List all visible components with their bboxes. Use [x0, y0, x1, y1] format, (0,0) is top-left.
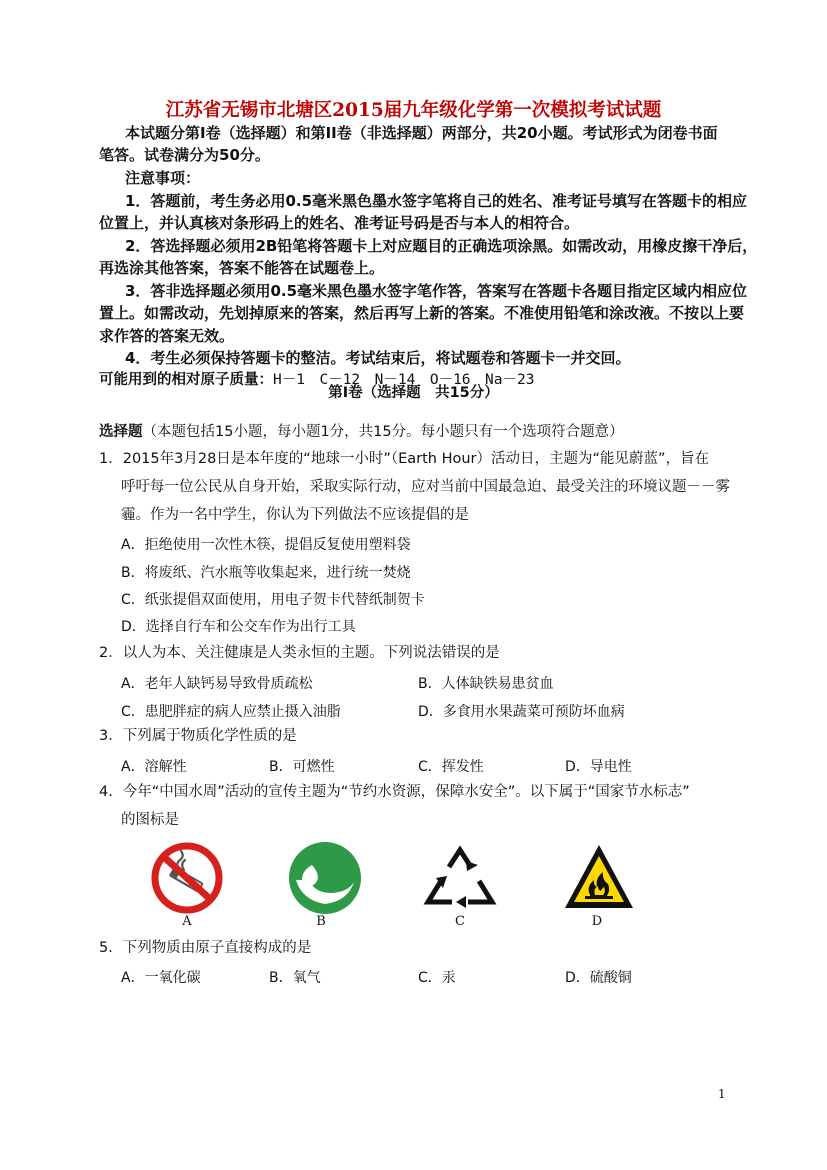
note-2a: 2．答选择题必须用2B铅笔将答题卡上对应题目的正确选项涂黑。如需改动，用橡皮擦干净后，: [125, 237, 758, 255]
q4-stem-1: 4．今年“中国水周”活动的宣传主题为“节约水资源，保障水安全”。以下属于“国家节水标志”: [99, 784, 690, 800]
note-1b: 位置上，并认真核对条形码上的姓名、准考证号码是否与本人的相符合。: [99, 214, 580, 232]
q1-option-d: D．选择自行车和公交车作为出行工具: [121, 619, 356, 635]
section-heading: 第Ⅰ卷（选择题 共15分）: [328, 385, 499, 401]
water-saving-icon: [287, 840, 363, 916]
q4-stem-2: 的图标是: [121, 812, 179, 828]
atomic-mass-values: H－1 C－12 N－14 O－16 Na－23: [273, 372, 535, 388]
atomic-mass-label: 可能用到的相对原子质量：: [99, 372, 273, 388]
q3-stem: 3．下列属于物质化学性质的是: [99, 728, 297, 744]
q5-option-d: D．硫酸铜: [565, 970, 632, 986]
intro-line-2: 笔答。试卷满分为50分。: [99, 146, 270, 164]
icon-label-b: B: [316, 914, 326, 929]
recycle-icon: [422, 840, 498, 916]
q1-option-c: C．纸张提倡双面使用，用电子贺卡代替纸制贺卡: [121, 592, 425, 608]
q1-stem-3: 霾。作为一名中学生，你认为下列做法不应该提倡的是: [121, 507, 469, 523]
q5-option-c: C．汞: [418, 970, 456, 986]
choice-intro-label: 选择题: [99, 424, 143, 440]
q1-option-b: B．将废纸、汽水瓶等收集起来，进行统一焚烧: [121, 565, 411, 581]
q3-option-a: A．溶解性: [121, 759, 187, 775]
q2-option-d: D．多食用水果蔬菜可预防坏血病: [418, 704, 625, 720]
choice-intro: [99, 424, 624, 441]
choice-intro-text: （本题包括15小题，每小题1分，共15分。每小题只有一个选项符合题意）: [142, 424, 624, 440]
intro-line-1: 本试题分第Ⅰ卷（选择题）和第II卷（非选择题）两部分，共20小题。考试形式为闭卷书面: [125, 124, 718, 142]
note-3a: 3．答非选择题必须用0.5毫米黑色墨水签字笔作答，答案写在答题卡各题目指定区域内相应位: [125, 282, 748, 300]
q5-option-b: B．氧气: [269, 970, 321, 986]
note-4: 4．考生必须保持答题卡的整洁。考试结束后，将试题卷和答题卡一并交回。: [125, 349, 631, 367]
note-3b: 置上。如需改动，先划掉原来的答案，然后再写上新的答案。不准使用铅笔和涂改液。不按以上要: [99, 304, 745, 322]
q5-stem: 5．下列物质由原子直接构成的是: [99, 940, 312, 956]
q3-option-d: D．导电性: [565, 759, 632, 775]
q2-option-b: B．人体缺铁易患贫血: [418, 676, 554, 692]
q2-option-a: A．老年人缺钙易导致骨质疏松: [121, 676, 313, 692]
flammable-warning-icon: [561, 840, 637, 916]
note-3c: 求作答的答案无效。: [99, 327, 235, 345]
icon-label-d: D: [591, 914, 603, 929]
q1-option-a: A．拒绝使用一次性木筷，提倡反复使用塑料袋: [121, 537, 411, 553]
q5-option-a: A．一氧化碳: [121, 970, 201, 986]
q1-stem-1: 1．2015年3月28日是本年度的“地球一小时”（Earth Hour）活动日，主题为“能见蔚蓝”，旨在: [99, 451, 710, 467]
q3-option-c: C．挥发性: [418, 759, 484, 775]
icon-label-a: A: [182, 914, 192, 929]
icon-label-c: C: [455, 914, 465, 929]
note-1a: 1．答题前，考生务必用0.5毫米黑色墨水签字笔将自己的姓名、准考证号填写在答题卡的相应: [125, 192, 748, 210]
q3-option-b: B．可燃性: [269, 759, 335, 775]
q2-stem: 2．以人为本、关注健康是人类永恒的主题。下列说法错误的是: [99, 645, 500, 661]
q2-option-c: C．患肥胖症的病人应禁止摄入油脂: [121, 704, 341, 720]
note-2b: 再选涂其他答案，答案不能答在试题卷上。: [99, 259, 385, 277]
q1-stem-2: 呼吁每一位公民从自身开始，采取实际行动，应对当前中国最急迫、最受关注的环境议题－－雾: [121, 479, 730, 495]
notes-heading: 注意事项：: [125, 169, 201, 187]
page-number: 1: [718, 1087, 726, 1101]
no-smoking-icon: [149, 840, 225, 916]
page-title: 江苏省无锡市北塘区2015届九年级化学第一次模拟考试试题: [165, 100, 662, 121]
